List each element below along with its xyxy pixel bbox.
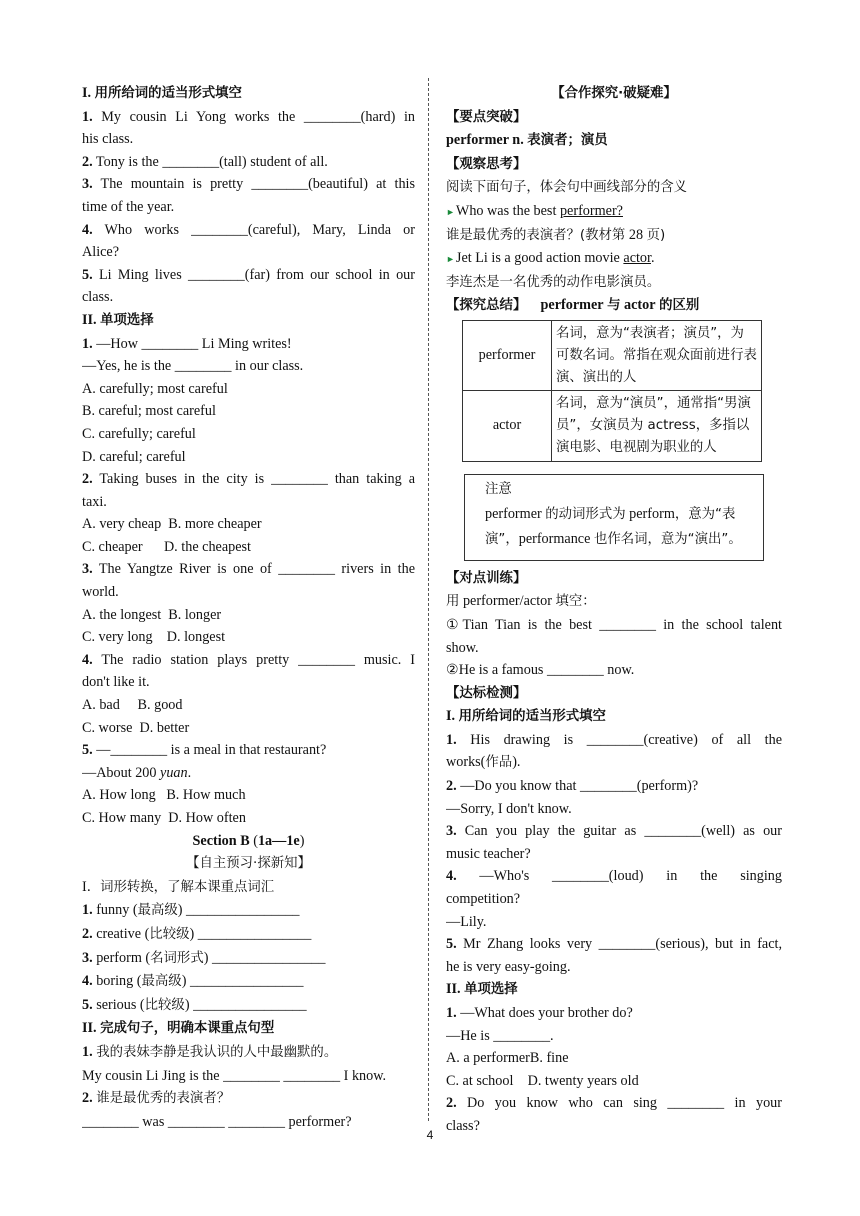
- text-line: 4. boring (最高级) ________________: [82, 973, 304, 990]
- text-line: 2. Taking buses in the city is ________ than taking a: [82, 471, 415, 488]
- text-line: 5. —________ is a meal in that restaurant?: [82, 742, 327, 759]
- text-line: ①Tian Tian is the best ________ in the school talent: [446, 616, 782, 633]
- comparison-table: [462, 320, 762, 462]
- note-body: performer 的动词形式为 perform，意为“表演”，performance 也作名词，意为“演出”。: [485, 505, 742, 547]
- text-line: class?: [446, 1117, 480, 1134]
- text-line: —Lily.: [446, 913, 487, 930]
- text-line: I. 用所给词的适当形式填空: [446, 708, 606, 725]
- table-row: [463, 391, 762, 461]
- text-line: ►Who was the best performer?: [446, 202, 623, 219]
- text-line: II. 完成句子，明确本课重点句型: [82, 1020, 275, 1037]
- column-divider: [428, 78, 429, 1121]
- table-cell-desc: 名词，意为“演员”，通常指“男演员”，女演员为 actress，多指以演电影、电视剧为职业的人: [552, 391, 762, 461]
- text-line: 5. Mr Zhang looks very ________(serious), but in fact,: [446, 936, 782, 953]
- text-line: D. careful; careful: [82, 448, 186, 465]
- text-line: time of the year.: [82, 198, 175, 215]
- text-line: taxi.: [82, 493, 107, 510]
- note-box: [464, 474, 764, 561]
- text-line: A. the longest B. longer: [82, 606, 222, 623]
- text-line: 1. —How ________ Li Ming writes!: [82, 335, 292, 352]
- left-column: [82, 82, 415, 1133]
- text-line: A. a performerB. fine: [446, 1050, 569, 1067]
- table-cell-desc: 名词，意为“表演者；演员”，为可数名词。常指在观众面前进行表演、演出的人: [552, 320, 762, 390]
- text-line: 3. The Yangtze River is one of ________ rivers in the: [82, 561, 415, 578]
- text-line: world.: [82, 584, 119, 601]
- text-line: C. at school D. twenty years old: [446, 1072, 639, 1089]
- text-line: C. worse D. better: [82, 719, 190, 736]
- text-line: 【合作探究·破疑难】: [551, 86, 677, 101]
- text-line: 2. —Do you know that ________(perform)?: [446, 778, 699, 795]
- text-line: 5. Li Ming lives ________(far) from our school in our: [82, 266, 415, 283]
- text-line: II. 单项选择: [82, 311, 154, 328]
- text-line: ②He is a famous ________ now.: [446, 662, 635, 679]
- text-line: 【观察思考】: [446, 156, 527, 172]
- text-line: 用 performer/actor 填空：: [446, 593, 596, 610]
- text-line: 谁是最优秀的表演者？(教材第 28 页): [446, 226, 666, 243]
- text-line: 1. funny (最高级) ________________: [82, 902, 300, 919]
- text-line: he is very easy-going.: [446, 958, 571, 975]
- text-line: 2. 谁是最优秀的表演者？: [82, 1090, 231, 1107]
- text-line: 4. —Who's ________(loud) in the singing: [446, 868, 782, 885]
- table-row: [463, 320, 762, 390]
- text-line: 【要点突破】: [446, 109, 527, 125]
- text-line: don't like it.: [82, 674, 150, 691]
- text-line: A. How long B. How much: [82, 787, 246, 804]
- text-line: his class.: [82, 131, 134, 148]
- text-line: Section B (1a—1e): [192, 832, 305, 849]
- text-line: 【探究总结】 performer 与 actor 的区别: [446, 297, 700, 314]
- text-line: ________ was ________ ________ performer?: [82, 1113, 352, 1130]
- right-bottom-section: [446, 567, 782, 1138]
- text-line: B. careful; most careful: [82, 403, 216, 420]
- text-line: show.: [446, 639, 479, 656]
- right-column: [446, 82, 782, 1138]
- text-line: —About 200 yuan.: [82, 764, 192, 781]
- text-line: competition?: [446, 891, 521, 908]
- text-line: A. carefully; most careful: [82, 380, 228, 397]
- text-line: 3. Can you play the guitar as ________(well) as our: [446, 823, 782, 840]
- text-line: 1. 我的表妹李静是我认识的人中最幽默的。: [82, 1043, 338, 1060]
- text-line: C. How many D. How often: [82, 810, 246, 826]
- text-line: performer n. 表演者；演员: [446, 132, 608, 149]
- text-line: class.: [82, 289, 114, 306]
- text-line: —Sorry, I don't know.: [446, 800, 572, 817]
- text-line: —Yes, he is the ________ in our class.: [82, 358, 304, 375]
- text-line: 李连杰是一名优秀的动作电影演员。: [446, 274, 661, 290]
- text-line: C. very long D. longest: [82, 629, 226, 646]
- text-line: —He is ________.: [446, 1027, 554, 1044]
- text-line: I. 用所给词的适当形式填空: [82, 85, 242, 101]
- text-line: works(作品).: [446, 754, 521, 771]
- text-line: A. bad B. good: [82, 697, 183, 714]
- table-cell-word: actor: [463, 391, 552, 461]
- right-top-section: [446, 82, 782, 318]
- text-line: ►Jet Li is a good action movie actor.: [446, 250, 655, 267]
- text-line: 3. The mountain is pretty ________(beautiful) at this: [82, 176, 415, 193]
- text-line: 阅读下面句子，体会句中画线部分的含义: [446, 180, 688, 196]
- text-line: 【自主预习·探新知】: [186, 856, 311, 872]
- text-line: 1. His drawing is ________(creative) of all the: [446, 731, 782, 748]
- text-line: C. carefully; careful: [82, 425, 196, 442]
- text-line: My cousin Li Jing is the ________ ________ I know.: [82, 1067, 387, 1084]
- text-line: 2. creative (比较级) ________________: [82, 925, 312, 942]
- text-line: 【对点训练】: [446, 570, 527, 586]
- text-line: Alice?: [82, 244, 120, 261]
- page-number: 4: [426, 1128, 434, 1142]
- text-line: 4. The radio station plays pretty ________ music. I: [82, 651, 415, 668]
- text-line: 1. —What does your brother do?: [446, 1005, 633, 1021]
- text-line: 3. perform (名词形式) ________________: [82, 949, 326, 966]
- text-line: 2. Tony is the ________(tall) student of all.: [82, 153, 328, 170]
- text-line: C. cheaper D. the cheapest: [82, 538, 251, 555]
- text-line: II. 单项选择: [446, 981, 518, 998]
- text-line: 4. Who works ________(careful), Mary, Linda or: [82, 221, 415, 238]
- text-line: A. very cheap B. more cheaper: [82, 516, 262, 533]
- text-line: 1. My cousin Li Yong works the ________(hard) in: [82, 108, 415, 125]
- text-line: 5. serious (比较级) ________________: [82, 996, 307, 1013]
- table-cell-word: performer: [463, 320, 552, 390]
- text-line: 2. Do you know who can sing ________ in your: [446, 1095, 782, 1112]
- text-line: I．词形转换，了解本课重点词汇: [82, 878, 275, 895]
- text-line: 【达标检测】: [446, 685, 527, 701]
- note-title: 注意: [485, 481, 512, 497]
- text-line: music teacher?: [446, 845, 531, 862]
